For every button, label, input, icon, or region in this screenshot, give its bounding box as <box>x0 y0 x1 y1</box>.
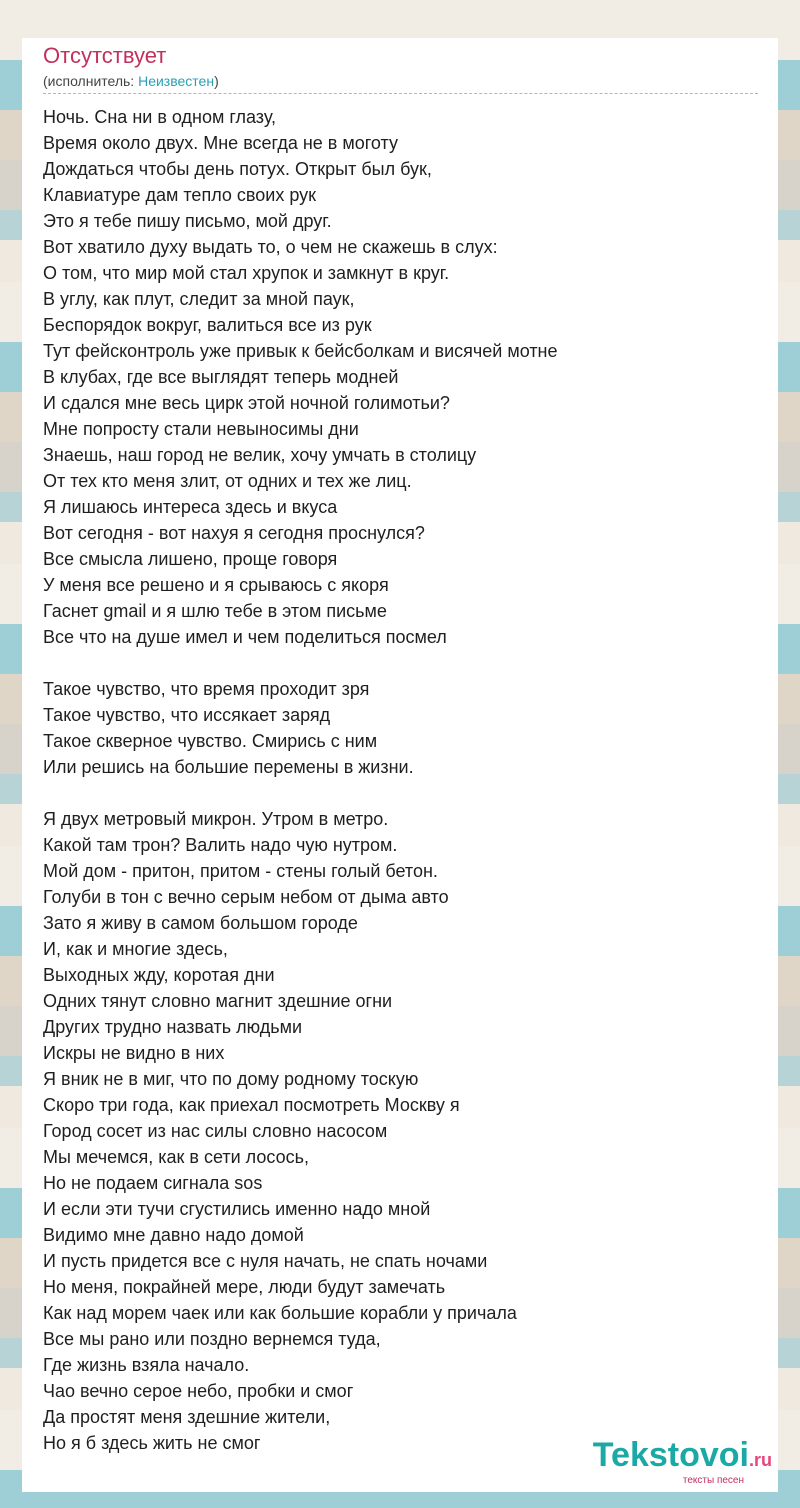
lyric-line: Я вник не в миг, что по дому родному тоскую <box>43 1069 419 1089</box>
lyric-line: Искры не видно в них <box>43 1043 225 1063</box>
artist-line <box>43 73 219 89</box>
lyric-line: Других трудно назвать людьми <box>43 1017 303 1037</box>
lyric-line: Но я б здесь жить не смог <box>43 1433 261 1453</box>
lyric-line: Или решись на большие перемены в жизни. <box>43 757 414 777</box>
lyric-line: В клубах, где все выглядят теперь модней <box>43 367 399 387</box>
logo-tagline: тексты песен <box>682 1475 744 1486</box>
lyrics-text <box>43 104 763 1456</box>
lyric-line: У меня все решено и я срываюсь с якоря <box>43 575 389 595</box>
lyric-line: Одних тянут словно магнит здешние огни <box>43 991 393 1011</box>
lyric-line: Клавиатуре дам тепло своих рук <box>43 185 317 205</box>
lyric-line: Где жизнь взяла начало. <box>43 1355 250 1375</box>
lyric-line: Все смысла лишено, проще говоря <box>43 549 338 569</box>
logo-main-text: Tekstovoi <box>592 1436 749 1474</box>
lyric-line: Такое скверное чувство. Смирись с ним <box>43 731 378 751</box>
stanza-break <box>43 780 763 806</box>
lyric-line: Мой дом - притон, притом - стены голый бетон. <box>43 861 438 881</box>
stanza-break <box>43 650 763 676</box>
lyric-line: Мне попросту стали невыносимы дни <box>43 419 359 439</box>
site-logo[interactable] <box>593 1438 772 1486</box>
lyric-line: Тут фейсконтроль уже привык к бейсболкам и висячей мотне <box>43 341 558 361</box>
lyric-line: Гаснет gmail и я шлю тебе в этом письме <box>43 601 387 621</box>
lyric-line: Дождаться чтобы день потух. Открыт был бук, <box>43 159 432 179</box>
lyric-line: Но меня, покрайней мере, люди будут замечать <box>43 1277 446 1297</box>
lyric-line: И пусть придется все с нуля начать, не спать ночами <box>43 1251 488 1271</box>
lyric-line: Такое чувство, что время проходит зря <box>43 679 370 699</box>
lyric-line: И сдался мне весь цирк этой ночной голимотьи? <box>43 393 450 413</box>
lyric-line: Такое чувство, что иссякает заряд <box>43 705 331 725</box>
artist-prefix: (исполнитель: <box>43 73 139 89</box>
lyric-line: Да простят меня здешние жители, <box>43 1407 331 1427</box>
lyric-line: Голуби в тон с вечно серым небом от дыма авто <box>43 887 449 907</box>
lyric-line: Скоро три года, как приехал посмотреть Москву я <box>43 1095 460 1115</box>
lyric-line: Беспорядок вокруг, валиться все из рук <box>43 315 372 335</box>
lyric-line: Вот сегодня - вот нахуя я сегодня проснулся? <box>43 523 425 543</box>
lyric-line: И если эти тучи сгустились именно надо мной <box>43 1199 431 1219</box>
lyric-line: В углу, как плут, следит за мной паук, <box>43 289 355 309</box>
lyric-line: Зато я живу в самом большом городе <box>43 913 358 933</box>
lyric-line: От тех кто меня злит, от одних и тех же лиц. <box>43 471 412 491</box>
lyric-line: Город сосет из нас силы словно насосом <box>43 1121 388 1141</box>
lyric-line: Я двух метровый микрон. Утром в метро. <box>43 809 389 829</box>
lyric-line: О том, что мир мой стал хрупок и замкнут в круг. <box>43 263 450 283</box>
lyric-line: Но не подаем сигнала sos <box>43 1173 263 1193</box>
lyric-line: Чао вечно серое небо, пробки и смог <box>43 1381 354 1401</box>
lyric-line: Все что на душе имел и чем поделиться посмел <box>43 627 447 647</box>
artist-link[interactable]: Неизвестен <box>138 73 215 89</box>
lyric-line: Выходных жду, коротая дни <box>43 965 275 985</box>
logo-tld: .ru <box>748 1450 772 1470</box>
lyric-line: И, как и многие здесь, <box>43 939 228 959</box>
lyric-line: Ночь. Сна ни в одном глазу, <box>43 107 277 127</box>
lyric-line: Мы мечемся, как в сети лосось, <box>43 1147 309 1167</box>
lyric-line: Какой там трон? Валить надо чую нутром. <box>43 835 398 855</box>
lyric-line: Все мы рано или поздно вернемся туда, <box>43 1329 381 1349</box>
logo-wordmark <box>593 1438 772 1477</box>
lyric-line: Это я тебе пишу письмо, мой друг. <box>43 211 332 231</box>
lyric-line: Вот хватило духу выдать то, о чем не скажешь в слух: <box>43 237 498 257</box>
title-divider <box>43 93 758 94</box>
song-title: Отсутствует <box>43 43 167 68</box>
lyrics-card <box>22 38 778 1492</box>
lyric-line: Видимо мне давно надо домой <box>43 1225 304 1245</box>
artist-suffix: ) <box>214 73 219 89</box>
lyric-line: Время около двух. Мне всегда не в моготу <box>43 133 398 153</box>
lyric-line: Я лишаюсь интереса здесь и вкуса <box>43 497 338 517</box>
lyric-line: Как над морем чаек или как большие корабли у причала <box>43 1303 517 1323</box>
lyric-line: Знаешь, наш город не велик, хочу умчать в столицу <box>43 445 477 465</box>
